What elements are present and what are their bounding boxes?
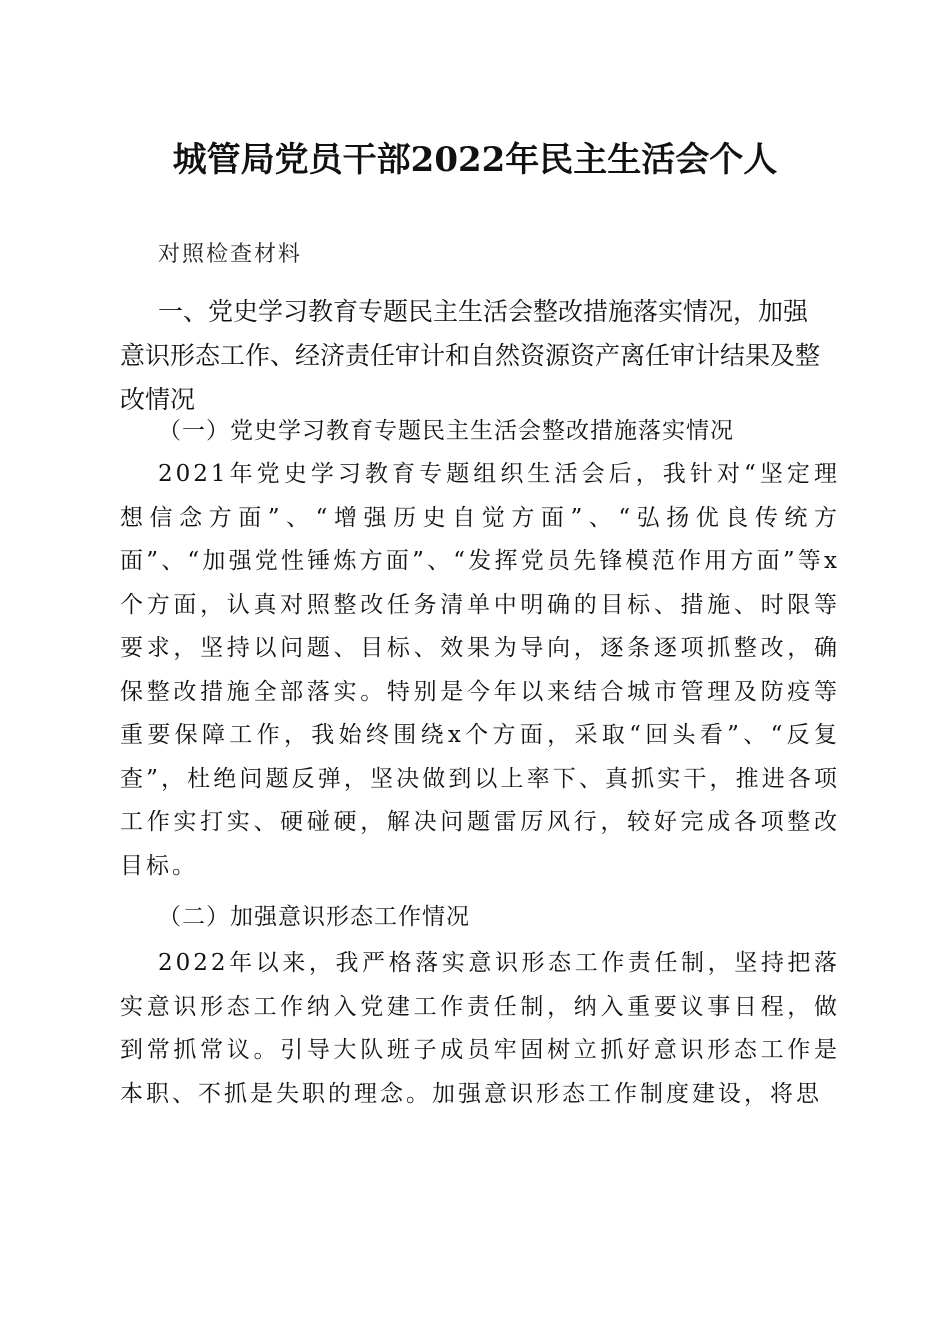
subsection-body-1: 2021年党史学习教育专题组织生活会后，我针对“坚定理想信念方面”、“增强历史自觉方面”、“弘扬优良传统方面”、“加强党性锤炼方面”、“发挥党员先锋模范作用方面”等x个方面，认真对照整改任务清单中明确的目标、措施、时限等要求，坚持以问题、目标、效果为导向，逐条逐项抓整改，确保整改措施全部落实。特别是今年以来结合城市管理及防疫等重要保障工作，我始终围绕x个方面，采取“回头看”、“反复查”，杜绝问题反弹，坚决做到以上率下、真抓实干，推进各项工作实打实、硬碰硬，解决问题雷厉风行，较好完成各项整改目标。: [120, 461, 840, 879]
subsection-heading-2: （二）加强意识形态工作情况: [158, 904, 470, 930]
subsection-body-2: 2022年以来，我严格落实意识形态工作责任制，坚持把落实意识形态工作纳入党建工作责任制，纳入重要议事日程，做到常抓常议。引导大队班子成员牢固树立抓好意识形态工作是本职、不抓是失职的理念。加强意识形态工作制度建设，将思: [120, 950, 840, 1107]
document-subtitle: 对照检查材料: [158, 242, 303, 267]
section-heading: 一、党史学习教育专题民主生活会整改措施落实情况，加强意识形态工作、经济责任审计和自然资源资产离任审计结果及整改情况: [120, 297, 821, 414]
subsection-heading-1: （一）党史学习教育专题民主生活会整改措施落实情况: [158, 418, 734, 444]
document-title: 城管局党员干部2022年民主生活会个人: [172, 140, 778, 180]
